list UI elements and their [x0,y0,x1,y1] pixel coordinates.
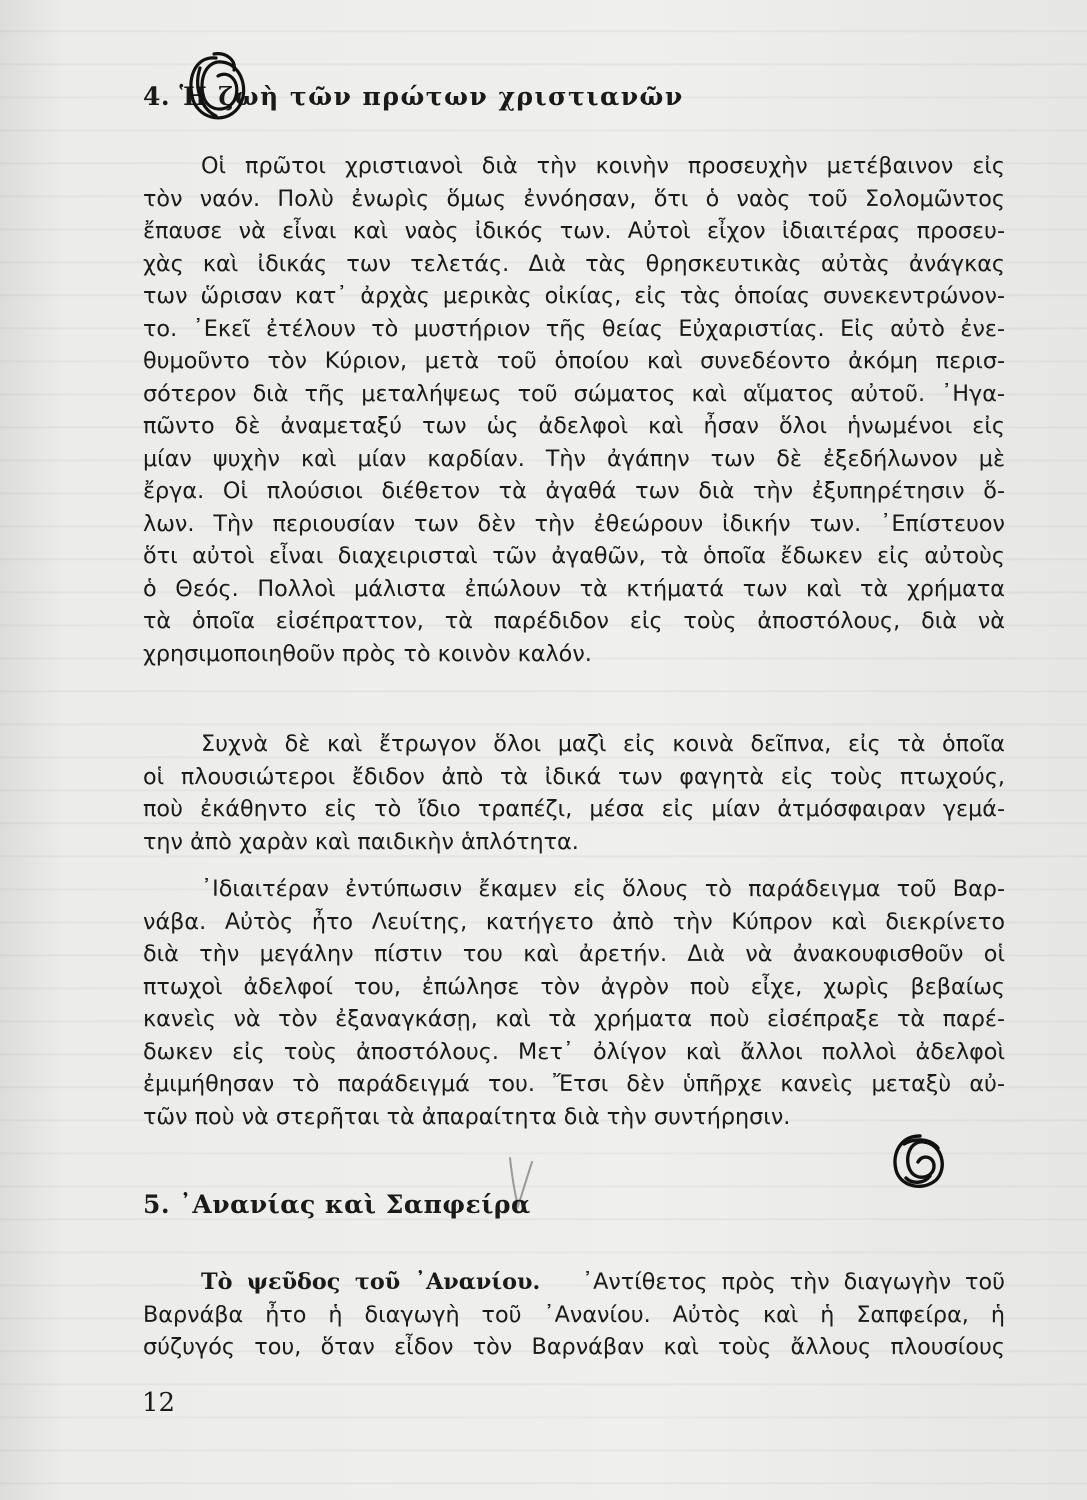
text-line: λων. Τὴν περιουσίαν των δὲν τὴν ἐθεώρουν ἰδικήν των. ᾽Επίστευον [143,510,1005,537]
text-line: κανεὶς νὰ τὸν ἐξαναγκάσῃ, καὶ τὰ χρήματα ποὺ εἰσέπραξε τὰ παρέ- [143,1006,1005,1032]
section-5-paragraph-1 [143,1266,1005,1364]
text-line: μίαν ψυχὴν καὶ μίαν καρδίαν. Τὴν ἀγάπην των δὲ ἐξεδήλωνον μὲ [143,445,1005,472]
text-line: τὰ ὁποῖα εἰσέπραττον, τὰ παρέδιδον εἰς τοὺς ἀποστόλους, διὰ νὰ [143,608,1005,634]
page-number: 12 [142,1388,176,1418]
section-4-number: 4. [143,82,171,111]
text-line: νάβα. Αὐτὸς ἦτο Λευίτης, κατήγετο ἀπὸ τὴν Κύπρον καὶ διεκρίνετο [143,908,1005,935]
text-line: σύζυγός του, ὅταν εἶδον τὸν Βαρνάβαν καὶ τοὺς ἄλλους πλουσίους [143,1334,1005,1360]
text-line: το. ᾽Εκεῖ ἐτέλουν τὸ μυστήριον τῆς θείας Εὐχαριστίας. Εἰς αὐτὸ ἐνε- [143,315,1005,342]
section-5-title: ᾽Ανανίας καὶ Σαπφείρα [179,1190,531,1219]
text-line: δωκεν εἰς τοὺς ἀποστόλους. Μετ᾽ ὀλίγον καὶ ἄλλοι πολλοὶ ἀδελφοὶ [143,1038,1005,1065]
text-line: τὸν ναόν. Πολὺ ἐνωρὶς ὅμως ἐννόησαν, ὅτι ὁ ναὸς τοῦ Σολομῶντος [143,185,1005,212]
text-line: χὰς καὶ ἰδικάς των τελετάς. Διὰ τὰς θρησκευτικὰς αὐτὰς ἀνάγκας [143,250,1005,277]
section-4-paragraph-3 [143,873,1005,1133]
text-line: την ἀπὸ χαρὰν καὶ παιδικὴν ἁπλότητα. [143,828,579,855]
text-line: οἱ πλουσιώτεροι ἔδιδον ἀπὸ τὰ ἰδικά των φαγητὰ εἰς τοὺς πτωχούς, [143,763,1005,790]
text-line: ποὺ ἐκάθηντο εἰς τὸ ἴδιο τραπέζι, μέσα εἰς μίαν ἀτμόσφαιραν γεμά- [143,796,1005,822]
text-line: χρησιμοποιηθοῦν πρὸς τὸ κοινὸν καλόν. [143,640,592,667]
pen-scribble-margin [884,1128,954,1198]
text-line: διὰ τὴν μεγάλην πίστιν του καὶ ἀρετήν. Διὰ νὰ ἀνακουφισθοῦν οἱ [143,941,1005,967]
text-line: Βαρνάβα ἦτο ἡ διαγωγὴ τοῦ ᾽Ανανίου. Αὐτὸς καὶ ἡ Σαπφείρα, ἡ [143,1301,1005,1328]
text-line: των ὥρισαν κατ᾽ ἀρχὰς μερικὰς οἰκίας, εἰς τὰς ὁποίας συνεκεντρώνον- [143,283,1005,309]
text-line [143,1266,1005,1299]
text-line: θυμοῦντο τὸν Κύριον, μετὰ τοῦ ὁποίου καὶ συνεδέοντο ἀκόμη περισ- [143,348,1005,374]
text-line: Συχνὰ δὲ καὶ ἔτρωγον ὅλοι μαζὶ εἰς κοινὰ δεῖπνα, εἰς τὰ ὁποῖα [201,731,1005,757]
section-4-paragraph-1 [143,150,1005,670]
text-line: ὅτι αὐτοὶ εἶναι διαχειρισταὶ τῶν ἀγαθῶν, τὰ ὁποῖα ἔδωκεν εἰς αὐτοὺς [143,543,1005,569]
section-4-title: Ἡ ζωὴ τῶν πρώτων χριστιανῶν [179,82,684,111]
section-5-heading [143,1190,531,1219]
text-line: πτωχοὶ ἀδελφοί του, ἐπώλησε τὸν ἀγρὸν ποὺ εἶχε, χωρὶς βεβαίως [143,973,1005,1000]
text-line: ἔπαυσε νὰ εἶναι καὶ ναὸς ἰδικός των. Αὐτοὶ εἶχον ἰδιαιτέρας προσευ- [143,218,1005,244]
section-4-paragraph-2 [143,728,1005,858]
section-5-number: 5. [143,1190,171,1219]
paragraph-lead-in: Τὸ ψεῦδος τοῦ ᾽Ανανίου. [201,1269,541,1295]
text-line: ἔργα. Οἱ πλούσιοι διέθετον τὰ ἀγαθά των διὰ τὴν ἐξυπηρέτησιν ὅ- [143,478,1005,504]
text-line: ἐμιμήθησαν τὸ παράδειγμά του. Ἔτσι δὲν ὑπῆρχε κανεὶς μεταξὺ αὐ- [143,1071,1005,1097]
text-line: ὁ Θεός. Πολλοὶ μάλιστα ἐπώλουν τὰ κτήματά των καὶ τὰ χρήματα [143,575,1005,602]
text-line: ᾽Ιδιαιτέραν ἐντύπωσιν ἔκαμεν εἰς ὅλους τὸ παράδειγμα τοῦ Βαρ- [201,876,1005,902]
text-line-rest: ᾽Αντίθετος πρὸς τὴν διαγωγὴν τοῦ [581,1269,1005,1295]
text-line: σότερον διὰ τῆς μεταλήψεως τοῦ σώματος καὶ αἵματος αὐτοῦ. ᾽Ηγα- [143,380,1005,407]
text-line: τῶν ποὺ νὰ στερῆται τὰ ἀπαραίτητα διὰ τὴν συντήρησιν. [143,1103,791,1130]
text-line: πῶντο δὲ ἀναμεταξύ των ὡς ἀδελφοὶ καὶ ἦσαν ὅλοι ἡνωμένοι εἰς [143,413,1005,439]
text-line: Οἱ πρῶτοι χριστιανοὶ διὰ τὴν κοινὴν προσευχὴν μετέβαινον εἰς [201,153,1005,179]
section-4-heading [143,82,684,111]
